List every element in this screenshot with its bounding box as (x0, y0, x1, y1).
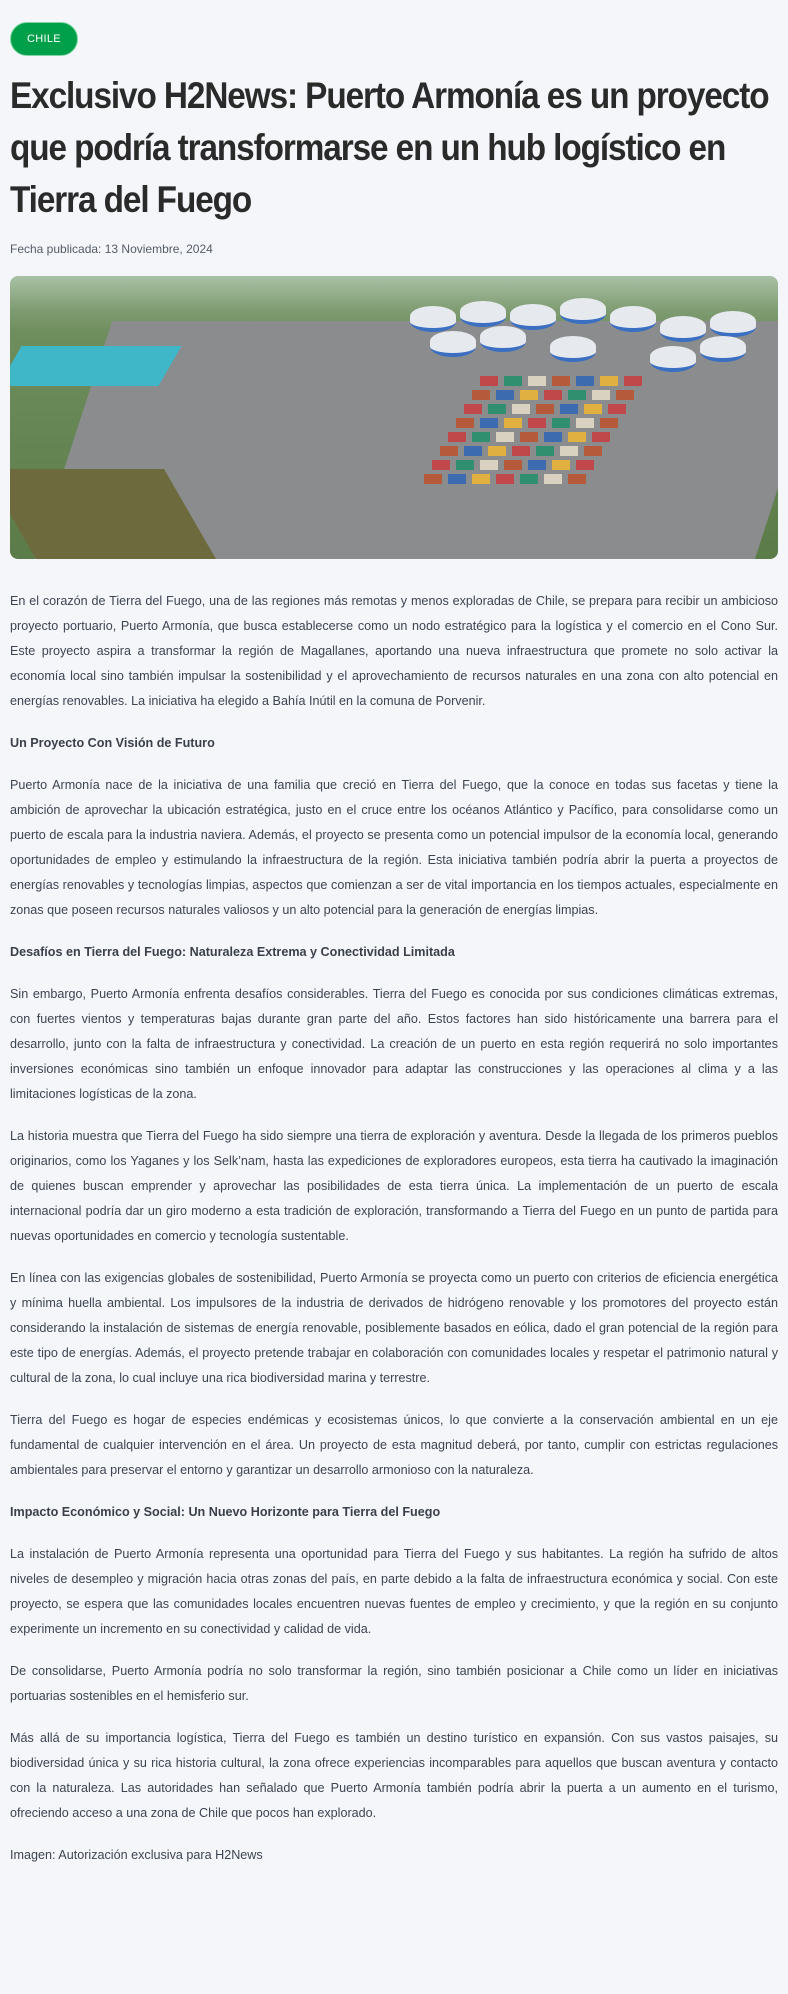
container (456, 460, 474, 470)
paragraph: La historia muestra que Tierra del Fuego ha sido siempre una tierra de exploración y aventura. Desde la llegada de los primeros pueblos originarios, como los Yaganes y los Selk’nam, hasta las expediciones de exploradores europeos, esta tierra ha cautivado la imaginación de quienes buscan emprender y aprovechar las posibilidades de esta tierra única. La implementación de un puerto de escala internacional podría dar un giro moderno a esta tradición de exploración, transformando a Tierra del Fuego en un punto de partida para nuevas oportunidades en comercio y tecnología sustentable. (10, 1129, 778, 1243)
tank (610, 306, 656, 332)
paragraph: Sin embargo, Puerto Armonía enfrenta desafíos considerables. Tierra del Fuego es conocida por sus condiciones climáticas extremas, con fuertes vientos y temperaturas bajas durante gran parte del año. Estos factores han sido históricamente una barrera para el desarrollo, junto con la falta de infraestructura y conectividad. La creación de un puerto en esta región requerirá no solo importantes inversiones económicas sino también un enfoque innovador para adaptar las construcciones y las operaciones al clima y a las limitaciones logísticas de la zona. (10, 987, 778, 1101)
paragraph: Tierra del Fuego es hogar de especies endémicas y ecosistemas únicos, lo que convierte a la conservación ambiental en un eje fundamental de cualquier intervención en el área. Un proyecto de esta magnitud deberá, por tanto, cumplir con estrictas regulaciones ambientales para preservar el entorno y garantizar un desarrollo armonioso con la naturaleza. (10, 1413, 778, 1477)
container (608, 404, 626, 414)
container (480, 376, 498, 386)
tank (510, 304, 556, 330)
container (512, 446, 530, 456)
container (568, 390, 586, 400)
container (496, 474, 514, 484)
container (520, 390, 538, 400)
container (464, 446, 482, 456)
container (424, 474, 442, 484)
container (584, 446, 602, 456)
container (528, 376, 546, 386)
article-body (10, 589, 778, 1868)
container (544, 474, 562, 484)
container (552, 460, 570, 470)
container (480, 418, 498, 428)
paragraph: Imagen: Autorización exclusiva para H2News (10, 1848, 263, 1862)
container (624, 376, 642, 386)
container (584, 404, 602, 414)
container (504, 376, 522, 386)
container (528, 460, 546, 470)
container (456, 418, 474, 428)
container (560, 404, 578, 414)
tank (410, 306, 456, 332)
tank (480, 326, 526, 352)
container (448, 432, 466, 442)
container (440, 446, 458, 456)
paragraph: En línea con las exigencias globales de sostenibilidad, Puerto Armonía se proyecta como un puerto con criterios de eficiencia energética y mínima huella ambiental. Los impulsores de la industria de derivados de hidrógeno renovable y los promotores del proyecto están considerando la instalación de sistemas de energía renovable, posiblemente basados en eólica, dado el gran potencial de la región para este tipo de energías. Además, el proyecto pretende trabajar en colaboración con comunidades locales y respetar el patrimonio natural y cultural de la zona, lo cual incluye una rica biodiversidad marina y terrestre. (10, 1271, 778, 1385)
container (512, 404, 530, 414)
container (600, 418, 618, 428)
container (472, 390, 490, 400)
container (448, 474, 466, 484)
section-heading: Un Proyecto Con Visión de Futuro (10, 736, 215, 750)
container (472, 474, 490, 484)
container (432, 460, 450, 470)
paragraph: La instalación de Puerto Armonía representa una oportunidad para Tierra del Fuego y sus habitantes. La región ha sufrido de altos niveles de desempleo y migración hacia otras zonas del país, en parte debido a la falta de infraestructura económica y social. Con este proyecto, se espera que las comunidades locales encuentren nuevas fuentes de empleo y crecimiento, y que la región en su conjunto experimente un incremento en su conectividad y calidad de vida. (10, 1547, 778, 1636)
paragraph: Puerto Armonía nace de la iniciativa de una familia que creció en Tierra del Fuego, que la conoce en todas sus facetas y tiene la ambición de aprovechar la ubicación estratégica, justo en el cruce entre los océanos Atlántico y Pacífico, para consolidarse como un puerto de escala para la industria naviera. Además, el proyecto se presenta como un potencial impulsor de la economía local, generando oportunidades de empleo y estimulando la infraestructura de la región. Esta iniciativa también podría abrir la puerta a proyectos de energías renovables y tecnologías limpias, aspectos que comienzan a ser de vital importancia en los tiempos actuales, especialmente en zonas que poseen recursos naturales valiosos y un alto potencial para la generación de energías limpias. (10, 778, 778, 917)
container (576, 376, 594, 386)
container (560, 446, 578, 456)
container (496, 432, 514, 442)
container (544, 390, 562, 400)
container (592, 432, 610, 442)
water (10, 346, 182, 386)
container (472, 432, 490, 442)
tank (710, 311, 756, 337)
container (488, 404, 506, 414)
container (544, 432, 562, 442)
container (496, 390, 514, 400)
container (616, 390, 634, 400)
category-badge[interactable]: CHILE (10, 22, 78, 56)
tank (430, 331, 476, 357)
publish-date: Fecha publicada: 13 Noviembre, 2024 (10, 242, 213, 256)
container (600, 376, 618, 386)
container (536, 446, 554, 456)
container (528, 418, 546, 428)
tank (650, 346, 696, 372)
container (552, 376, 570, 386)
container (568, 432, 586, 442)
tank (700, 336, 746, 362)
container (568, 474, 586, 484)
paragraph: En el corazón de Tierra del Fuego, una de las regiones más remotas y menos exploradas de Chile, se prepara para recibir un ambicioso proyecto portuario, Puerto Armonía, que busca establecerse como un nodo estratégico para la logística y el comercio en el Cono Sur. Este proyecto aspira a transformar la región de Magallanes, aportando una nueva infraestructura que promete no solo activar la economía local sino también impulsar la sostenibilidad y el aprovechamiento de recursos naturales en una zona con alto potencial en energías renovables. La iniciativa ha elegido a Bahía Inútil en la comuna de Porvenir. (10, 594, 778, 708)
section-heading: Impacto Económico y Social: Un Nuevo Horizonte para Tierra del Fuego (10, 1505, 441, 1519)
container (576, 460, 594, 470)
hero-image-port-rendering (10, 276, 778, 559)
container (592, 390, 610, 400)
tank (460, 301, 506, 327)
container (520, 432, 538, 442)
paragraph: Más allá de su importancia logística, Tierra del Fuego es también un destino turístico en expansión. Con sus vastos paisajes, su biodiversidad única y su rica historia cultural, la zona ofrece experiencias incomparables para aquellos que buscan aventura y contacto con la naturaleza. Las autoridades han señalado que Puerto Armonía también podría abrir la puerta a un aumento en el turismo, ofreciendo acceso a una zona de Chile que pocos han explorado. (10, 1731, 778, 1820)
tank (560, 298, 606, 324)
container (504, 460, 522, 470)
tank (550, 336, 596, 362)
container (536, 404, 554, 414)
paragraph: De consolidarse, Puerto Armonía podría no solo transformar la región, sino también posicionar a Chile como un líder en iniciativas portuarias sostenibles en el hemisferio sur. (10, 1664, 778, 1703)
container (464, 404, 482, 414)
container (504, 418, 522, 428)
container (576, 418, 594, 428)
container (552, 418, 570, 428)
tank (660, 316, 706, 342)
container (480, 460, 498, 470)
article-title: Exclusivo H2News: Puerto Armonía es un proyecto que podría transformarse en un hub logístico en Tierra del Fuego (10, 75, 769, 220)
section-heading: Desafíos en Tierra del Fuego: Naturaleza Extrema y Conectividad Limitada (10, 945, 455, 959)
container (520, 474, 538, 484)
container (488, 446, 506, 456)
